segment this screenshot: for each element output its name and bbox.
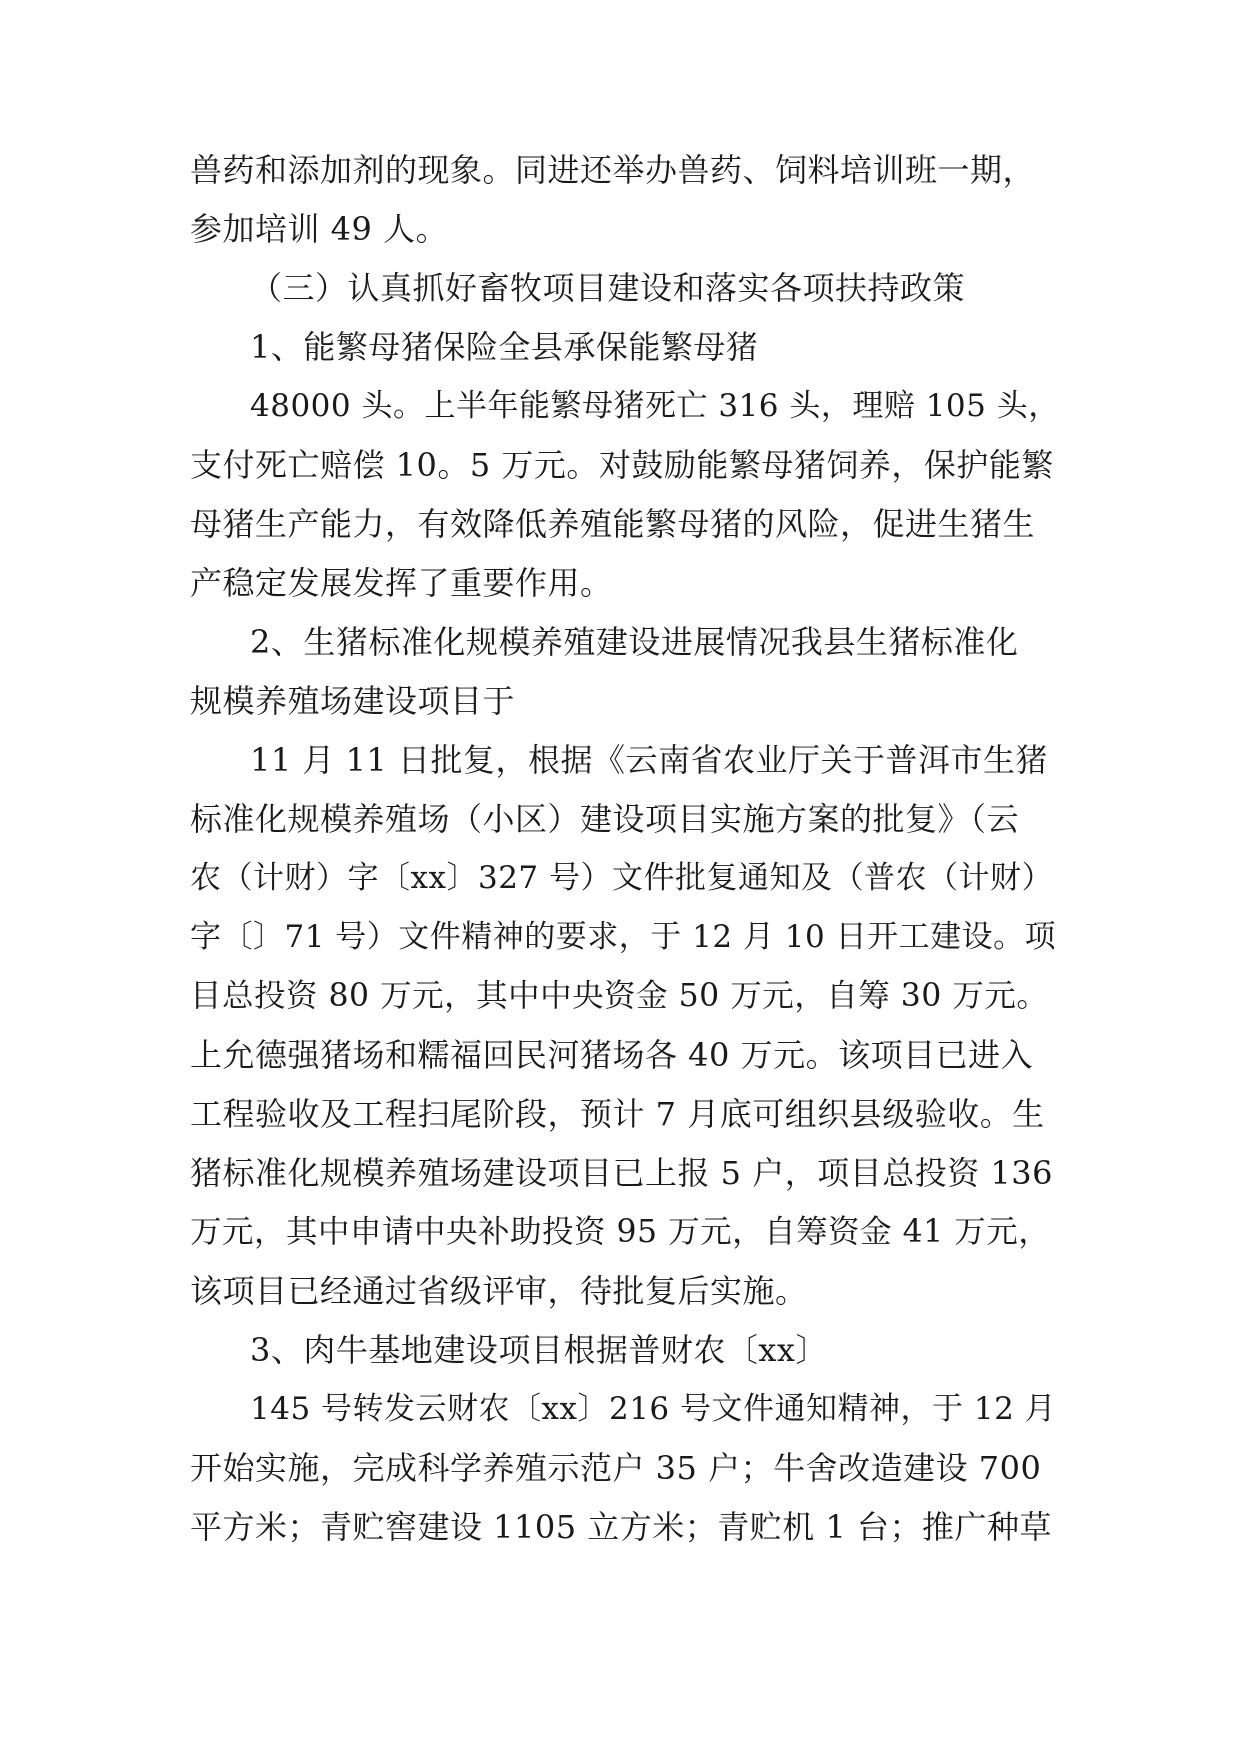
paragraph-line: 145 号转发云财农〔xx〕216 号文件通知精神，于 12 月 (250, 1391, 1057, 1427)
paragraph-line: 上允德强猪场和糯福回民河猪场各 40 万元。该项目已进入 (190, 1036, 1034, 1074)
paragraph-line: 开始实施，完成科学养殖示范户 35 户；牛舍改造建设 700 (190, 1449, 1042, 1487)
paragraph-line: 该项目已经通过省级评审，待批复后实施。 (190, 1272, 808, 1310)
paragraph-line: 11 月 11 日批复，根据《云南省农业厅关于普洱市生猪 (250, 741, 1048, 779)
paragraph-line: 农（计财）字〔xx〕327 号）文件批复通知及（普农（计财） (190, 860, 1053, 896)
item-heading: 2、生猪标准化规模养殖建设进展情况我县生猪标准化 (250, 623, 1019, 661)
paragraph-line: 兽药和添加剂的现象。同进还举办兽药、饲料培训班一期， (190, 151, 1036, 189)
paragraph-line: 万元，其中申请中央补助投资 95 万元，自筹资金 41 万元， (190, 1214, 1051, 1250)
paragraph-line: 猪标准化规模养殖场建设项目已上报 5 户，项目总投资 136 (190, 1154, 1053, 1192)
paragraph-line: 字〔〕71 号）文件精神的要求，于 12 月 10 日开工建设。项 (190, 919, 1057, 955)
paragraph-line: 参加培训 49 人。 (190, 210, 449, 248)
section-heading: （三）认真抓好畜牧项目建设和落实各项扶持政策 (250, 269, 966, 307)
paragraph-line: 工程验收及工程扫尾阶段，预计 7 月底可组织县级验收。生 (190, 1095, 1045, 1133)
item-heading: 1、能繁母猪保险全县承保能繁母猪 (250, 328, 759, 366)
paragraph-line: 48000 头。上半年能繁母猪死亡 316 头，理赔 105 头， (250, 388, 1060, 424)
paragraph-line: 规模养殖场建设项目于 (190, 682, 516, 720)
paragraph-line: 支付死亡赔偿 10。5 万元。对鼓励能繁母猪饲养，保护能繁 (190, 446, 1054, 484)
paragraph-line: 平方米；青贮窖建设 1105 立方米；青贮机 1 台；推广种草 (190, 1508, 1052, 1546)
paragraph-line: 母猪生产能力，有效降低养殖能繁母猪的风险，促进生猪生 (190, 505, 1036, 543)
paragraph-line: 产稳定发展发挥了重要作用。 (190, 564, 613, 602)
paragraph-line: 标准化规模养殖场（小区）建设项目实施方案的批复》（云 (190, 800, 1020, 838)
item-heading: 3、肉牛基地建设项目根据普财农〔xx〕 (250, 1331, 828, 1369)
paragraph-line: 目总投资 80 万元，其中中央资金 50 万元，自筹 30 万元。 (190, 978, 1049, 1014)
